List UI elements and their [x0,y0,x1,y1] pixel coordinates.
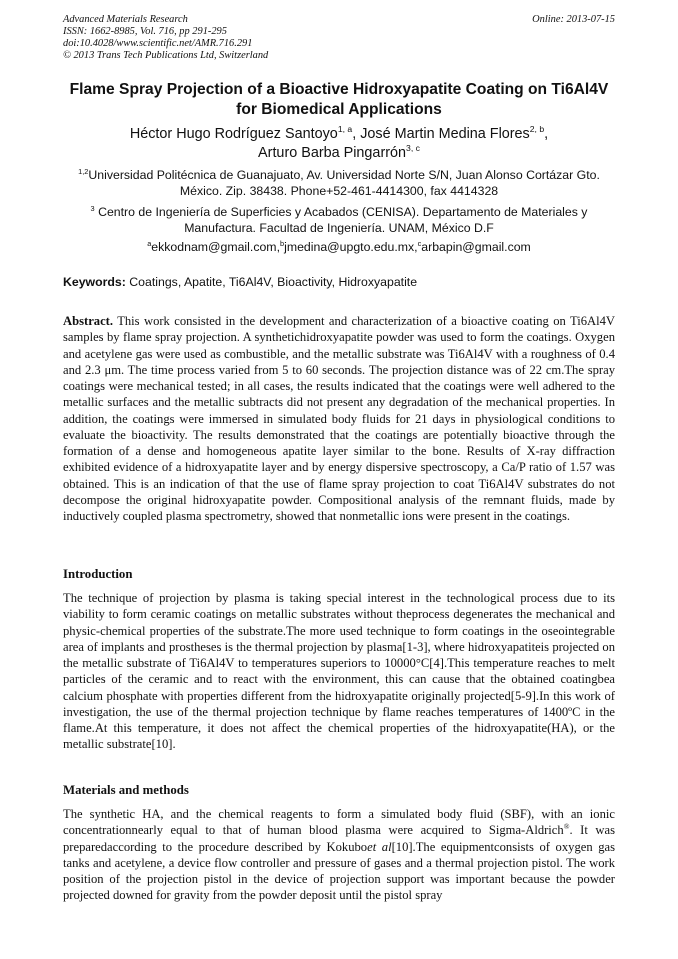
online-date: Online: 2013-07-15 [532,14,615,25]
keywords-label: Keywords: [63,275,126,289]
journal-header [63,14,615,62]
journal-name: Advanced Materials Research [63,14,188,25]
affiliation-2: $^3$ Centro de Ingeniería de Superficies y Acabados (CENISA). Departamento de Materiales y Manufactura. Facultad de Ingeniería. UNAM, México D.F [90,203,588,235]
author-1: Héctor Hugo Rodríguez Santoyo$^{1, a}$, [129,124,361,142]
issn-line: ISSN: 1662-8985, Vol. 716, pp 291-295 [63,26,227,37]
email-c[interactable]: $^c$arbapin@gmail.com [417,238,531,254]
abstract [63,313,615,524]
paper-title: Flame Spray Projection of a Bioactive Hidroxyapatite Coating on Ti6Al4V for Biomedical Applications [69,81,609,118]
keywords-text: Coatings, Apatite, Ti6Al4V, Bioactivity, Hidroxyapatite [129,275,418,289]
section-heading-materials: Materials and methods [63,783,189,797]
author-3: Arturo Barba Pingarrón$^{3, c}$ [258,143,420,161]
section-heading-introduction: Introduction [63,567,133,581]
affiliation-1: $^{1,2}$Universidad Politécnica de Guanajuato, Av. Universidad Norte S/N, Juan Alonso Cortázar Gto. México. Zip. 38438. Phone+52-461-4414300, fax 4414328 [78,166,600,198]
materials-paragraph: The synthetic HA, and the chemical reagents to form a simulated body fluid (SBF), with an ionic concentrationnearly equal to that of human blood plasma were acquired to Sigma-Aldrich®. It was preparedaccording to the procedure described by Kokuboet al[10].The equipmentconsists of oxygen gas tanks and acetylene, a device flow controller and pressure of gases and a thermal projection pistol. The work position of the projection pistol in the device of projection support was important because the powder projected downed for gravity from the powder deposit until the pistol spray [63,807,615,903]
copyright-line: © 2013 Trans Tech Publications Ltd, Switzerland [63,50,269,61]
email-a[interactable]: $^a$ekkodnam@gmail.com, [147,238,280,254]
author-list [63,125,615,163]
keywords [63,274,615,290]
author-2: José Martin Medina Flores$^{2, b}$, [360,124,549,142]
abstract-text: This work consisted in the development and characterization of a bioactive coating on Ti6Al4V samples by flame spray projection. A synthetichidroxyapatite powder was used to form the coatings. Oxygen and acetylene gas were used as combustible, and the metallic substrate was Ti6Al4V with a roughness of 0.4 and 2.3 μm. The time process varied from 5 to 60 seconds. The projection distance was of 22 cm.The spray coatings were mechanical tested; in all cases, the results indicated that the coatings were well adhered to the metallic surfaces and the metallic subtracts did not present any degradation of the mechanical properties. In addition, the coatings were immersed in simulated body fluids for 21 days in physiological conditions to evaluate the bioactivity. The results demonstrated that the coatings are potentially bioactive through the formation of a dense and homogeneous apatite layer similar to the bone. Results of X-ray diffraction exhibited evidence of a hidroxyapatite layer and by energy dispersive spectroscopy, a Ca/P ratio of 1.57 was obtained. This is an indication of that the use of flame spray projection to coat Ti6Al4V substrates do not decompose the original hidroxyapatite powder. Compositional analysis of the remnant fluids, made by inductively coupled plasma spectrometry, showed that nonmetallic ions were present in the coatings. [63,314,615,523]
email-b[interactable]: $^b$jmedina@upgto.edu.mx, [279,238,418,254]
introduction-paragraph: The technique of projection by plasma is taking special interest in the technological process due to its viability to form ceramic coatings on metallic substrates without theprocess degenerates the mechanical and physic-chemical properties of the substrate.The more used technique to form coatings in the oseointegrable area of implants and prostheses is the thermal projection by plasma[1-3], where hidroxyapatiteis projected on the metallic substrate of Ti6Al4V to temperatures superiors to 10000°C[4].This temperature reaches to melt particles of the ceramic and to react with the environment, this can cause that the obtained coatingbea calcium phosphate with properties different from the hidroxyapatite originally projected[5-9].In this work of investigation, the use of the thermal projection technique by flame reaches temperatures of 1400ºC in the flame.At this temperature, it does not affect the chemical properties of the hidroxyapatite(HA), or the metallic substrate[10]. [63,591,615,752]
doi-line: doi:10.4028/www.scientific.net/AMR.716.291 [63,38,253,49]
email-list [63,239,615,255]
abstract-label: Abstract. [63,314,114,328]
